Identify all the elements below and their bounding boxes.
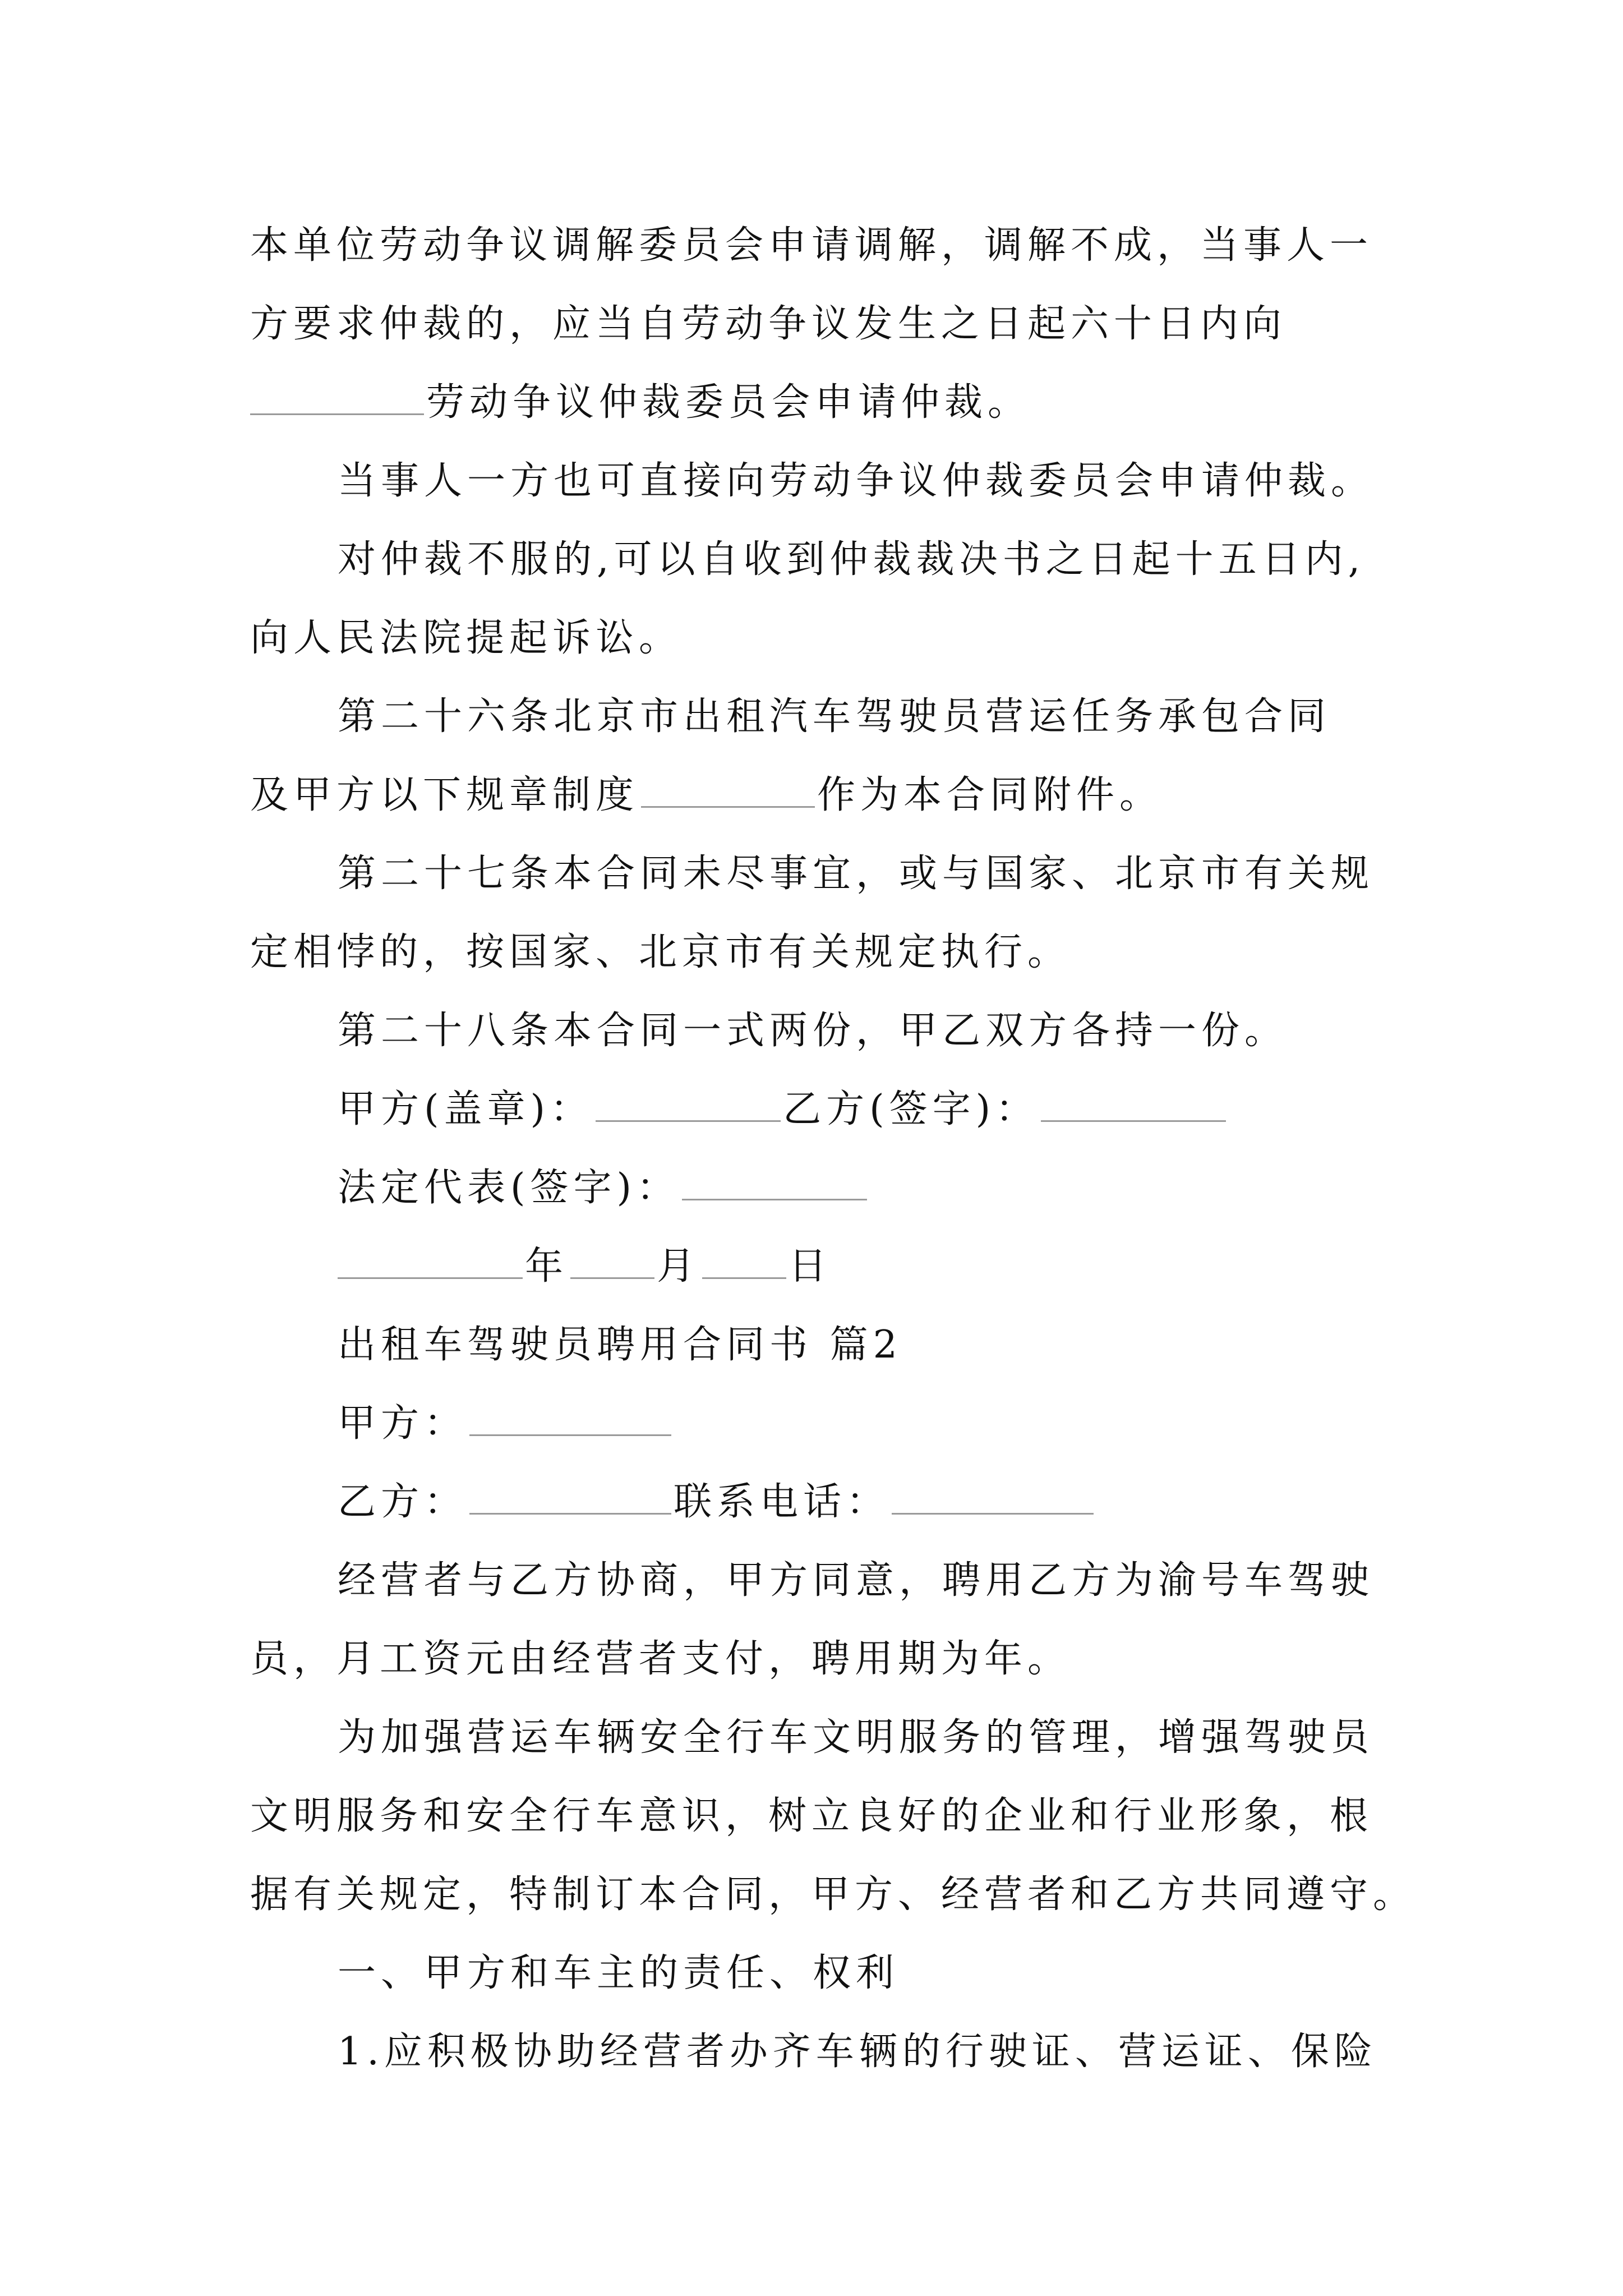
text: 定相悖的，按国家、北京市有关规定执行。 <box>250 930 1071 974</box>
article-27-line <box>250 913 1071 992</box>
paragraph-line <box>338 1699 1374 1777</box>
text: 作为本合同附件。 <box>817 773 1163 817</box>
party-a-label: 甲方： <box>338 1401 468 1446</box>
paragraph-line <box>250 1620 1071 1699</box>
party-a-seal-blank[interactable] <box>596 1087 781 1122</box>
paragraph-line <box>338 521 1365 599</box>
section-title <box>338 1306 902 1384</box>
text: 第二十六条北京市出租汽车驾驶员营运任务承包合同 <box>338 694 1331 739</box>
day-label: 日 <box>789 1244 832 1289</box>
year-blank[interactable] <box>338 1244 523 1279</box>
paragraph-line <box>338 1542 1374 1620</box>
text: 方要求仲裁的，应当自劳动争议发生之日起六十日内向 <box>250 302 1287 346</box>
party-b-label: 乙方： <box>338 1480 468 1524</box>
text: 据有关规定，特制订本合同，甲方、经营者和乙方共同遵守。 <box>250 1872 1417 1917</box>
text: 当事人一方也可直接向劳动争议仲裁委员会申请仲裁。 <box>338 459 1375 503</box>
text: 文明服务和安全行车意识，树立良好的企业和行业形象，根 <box>250 1794 1373 1838</box>
text: 第二十七条本合同未尽事宜，或与国家、北京市有关规 <box>338 852 1375 896</box>
article-26-line <box>338 678 1331 756</box>
article-27-line <box>338 835 1374 913</box>
paragraph-line <box>250 285 1287 364</box>
day-blank[interactable] <box>702 1244 786 1279</box>
paragraph-line <box>250 206 1373 285</box>
fill-in-blank[interactable] <box>250 380 424 415</box>
text: 向人民法院提起诉讼。 <box>250 616 683 660</box>
phone-blank[interactable] <box>892 1479 1094 1515</box>
text: 本单位劳动争议调解委员会申请调解，调解不成，当事人一 <box>250 223 1373 268</box>
month-blank[interactable] <box>570 1244 654 1279</box>
text: 一、甲方和车主的责任、权利 <box>338 1951 900 1995</box>
text: 及甲方以下规章制度 <box>250 773 639 817</box>
paragraph-line <box>250 1856 1416 1934</box>
text: 第二十八条本合同一式两份，甲乙双方各持一份。 <box>338 1009 1288 1053</box>
paragraph-line <box>250 364 1031 442</box>
party-b-label: 乙方(签字)： <box>783 1087 1039 1131</box>
party-b-signature-blank[interactable] <box>1041 1087 1226 1122</box>
party-b-blank[interactable] <box>469 1479 671 1515</box>
text: 1.应积极协助经营者办齐车辆的行驶证、营运证、保险 <box>338 2030 1377 2074</box>
article-28-line <box>338 992 1288 1070</box>
party-a-label: 甲方(盖章)： <box>338 1087 594 1131</box>
legal-rep-signature-blank[interactable] <box>682 1165 867 1200</box>
year-label: 年 <box>525 1244 569 1289</box>
date-line <box>338 1227 832 1306</box>
text: 为加强营运车辆安全行车文明服务的管理，增强驾驶员 <box>338 1715 1375 1760</box>
section-heading <box>338 1934 899 2013</box>
paragraph-line <box>250 599 682 678</box>
text: 经营者与乙方协商，甲方同意，聘用乙方为渝号车驾驶 <box>338 1558 1375 1603</box>
paragraph-line <box>338 442 1374 521</box>
legal-rep-label: 法定代表(签字)： <box>338 1166 680 1210</box>
text: 对仲裁不服的,可以自收到仲裁裁决书之日起十五日内, <box>338 537 1366 582</box>
article-26-line <box>250 756 1163 835</box>
text: 出租车驾驶员聘用合同书 篇2 <box>338 1323 902 1367</box>
party-line <box>338 1384 674 1463</box>
text: 员，月工资元由经营者支付，聘用期为年。 <box>250 1637 1071 1681</box>
signature-line <box>338 1070 1228 1149</box>
signature-line <box>338 1149 869 1227</box>
text: 劳动争议仲裁委员会申请仲裁。 <box>426 380 1031 425</box>
phone-label: 联系电话： <box>674 1480 890 1524</box>
fill-in-blank[interactable] <box>641 772 815 808</box>
party-a-blank[interactable] <box>469 1401 671 1436</box>
party-line <box>338 1463 1096 1542</box>
list-item <box>338 2013 1377 2091</box>
month-label: 月 <box>657 1244 700 1289</box>
paragraph-line <box>250 1777 1373 1856</box>
